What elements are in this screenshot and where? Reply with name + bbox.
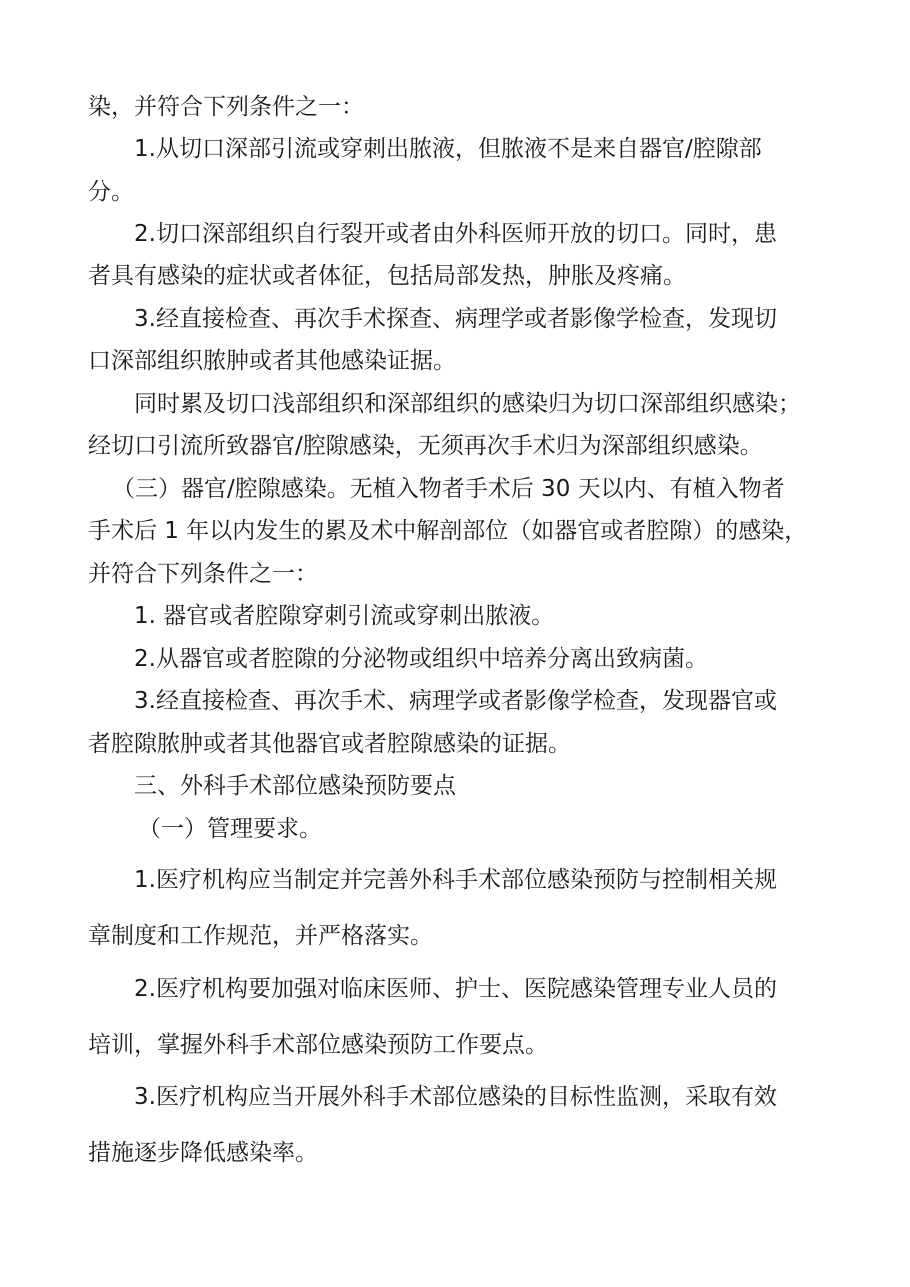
text-line: 3.经直接检查、再次手术、病理学或者影像学检查，发现器官或: [134, 688, 777, 714]
text-line: 3.经直接检查、再次手术探查、病理学或者影像学检查，发现切: [134, 306, 777, 332]
text-line: 者腔隙脓肿或者其他器官或者腔隙感染的证据。: [88, 731, 571, 757]
section-heading: （三）器官/腔隙感染。无植入物者手术后 30 天以内、有植入物者: [112, 476, 785, 502]
text-line: 1.从切口深部引流或穿刺出脓液，但脓液不是来自器官/腔隙部: [134, 136, 762, 162]
text-line: 1. 器官或者腔隙穿刺引流或穿刺出脓液。: [134, 603, 555, 629]
subsection-heading: （一）管理要求。: [138, 816, 322, 842]
text-line: 手术后 1 年以内发生的累及术中解剖部位（如器官或者腔隙）的感染，: [88, 518, 808, 544]
text-line: 口深部组织脓肿或者其他感染证据。: [88, 348, 456, 374]
text-line: 并符合下列条件之一：: [88, 561, 318, 587]
text-line: 同时累及切口浅部组织和深部组织的感染归为切口深部组织感染；: [134, 391, 801, 417]
text-line: 2.切口深部组织自行裂开或者由外科医师开放的切口。同时，患: [134, 221, 777, 247]
text-line: 章制度和工作规范，并严格落实。: [88, 923, 433, 949]
text-line: 染，并符合下列条件之一：: [88, 94, 364, 120]
text-line: 者具有感染的症状或者体征，包括局部发热，肿胀及疼痛。: [88, 263, 686, 289]
text-line: 3.医疗机构应当开展外科手术部位感染的目标性监测，采取有效: [134, 1084, 777, 1110]
text-line: 经切口引流所致器官/腔隙感染，无须再次手术归为深部组织感染。: [88, 433, 763, 459]
text-line: 1.医疗机构应当制定并完善外科手术部位感染预防与控制相关规: [134, 867, 777, 893]
section-heading: 三、外科手术部位感染预防要点: [134, 773, 456, 799]
text-line: 2.从器官或者腔隙的分泌物或组织中培养分离出致病菌。: [134, 646, 708, 672]
text-line: 分。: [88, 179, 134, 205]
text-line: 2.医疗机构要加强对临床医师、护士、医院感染管理专业人员的: [134, 976, 777, 1002]
text-line: 培训，掌握外科手术部位感染预防工作要点。: [88, 1032, 548, 1058]
text-line: 措施逐步降低感染率。: [88, 1140, 318, 1166]
